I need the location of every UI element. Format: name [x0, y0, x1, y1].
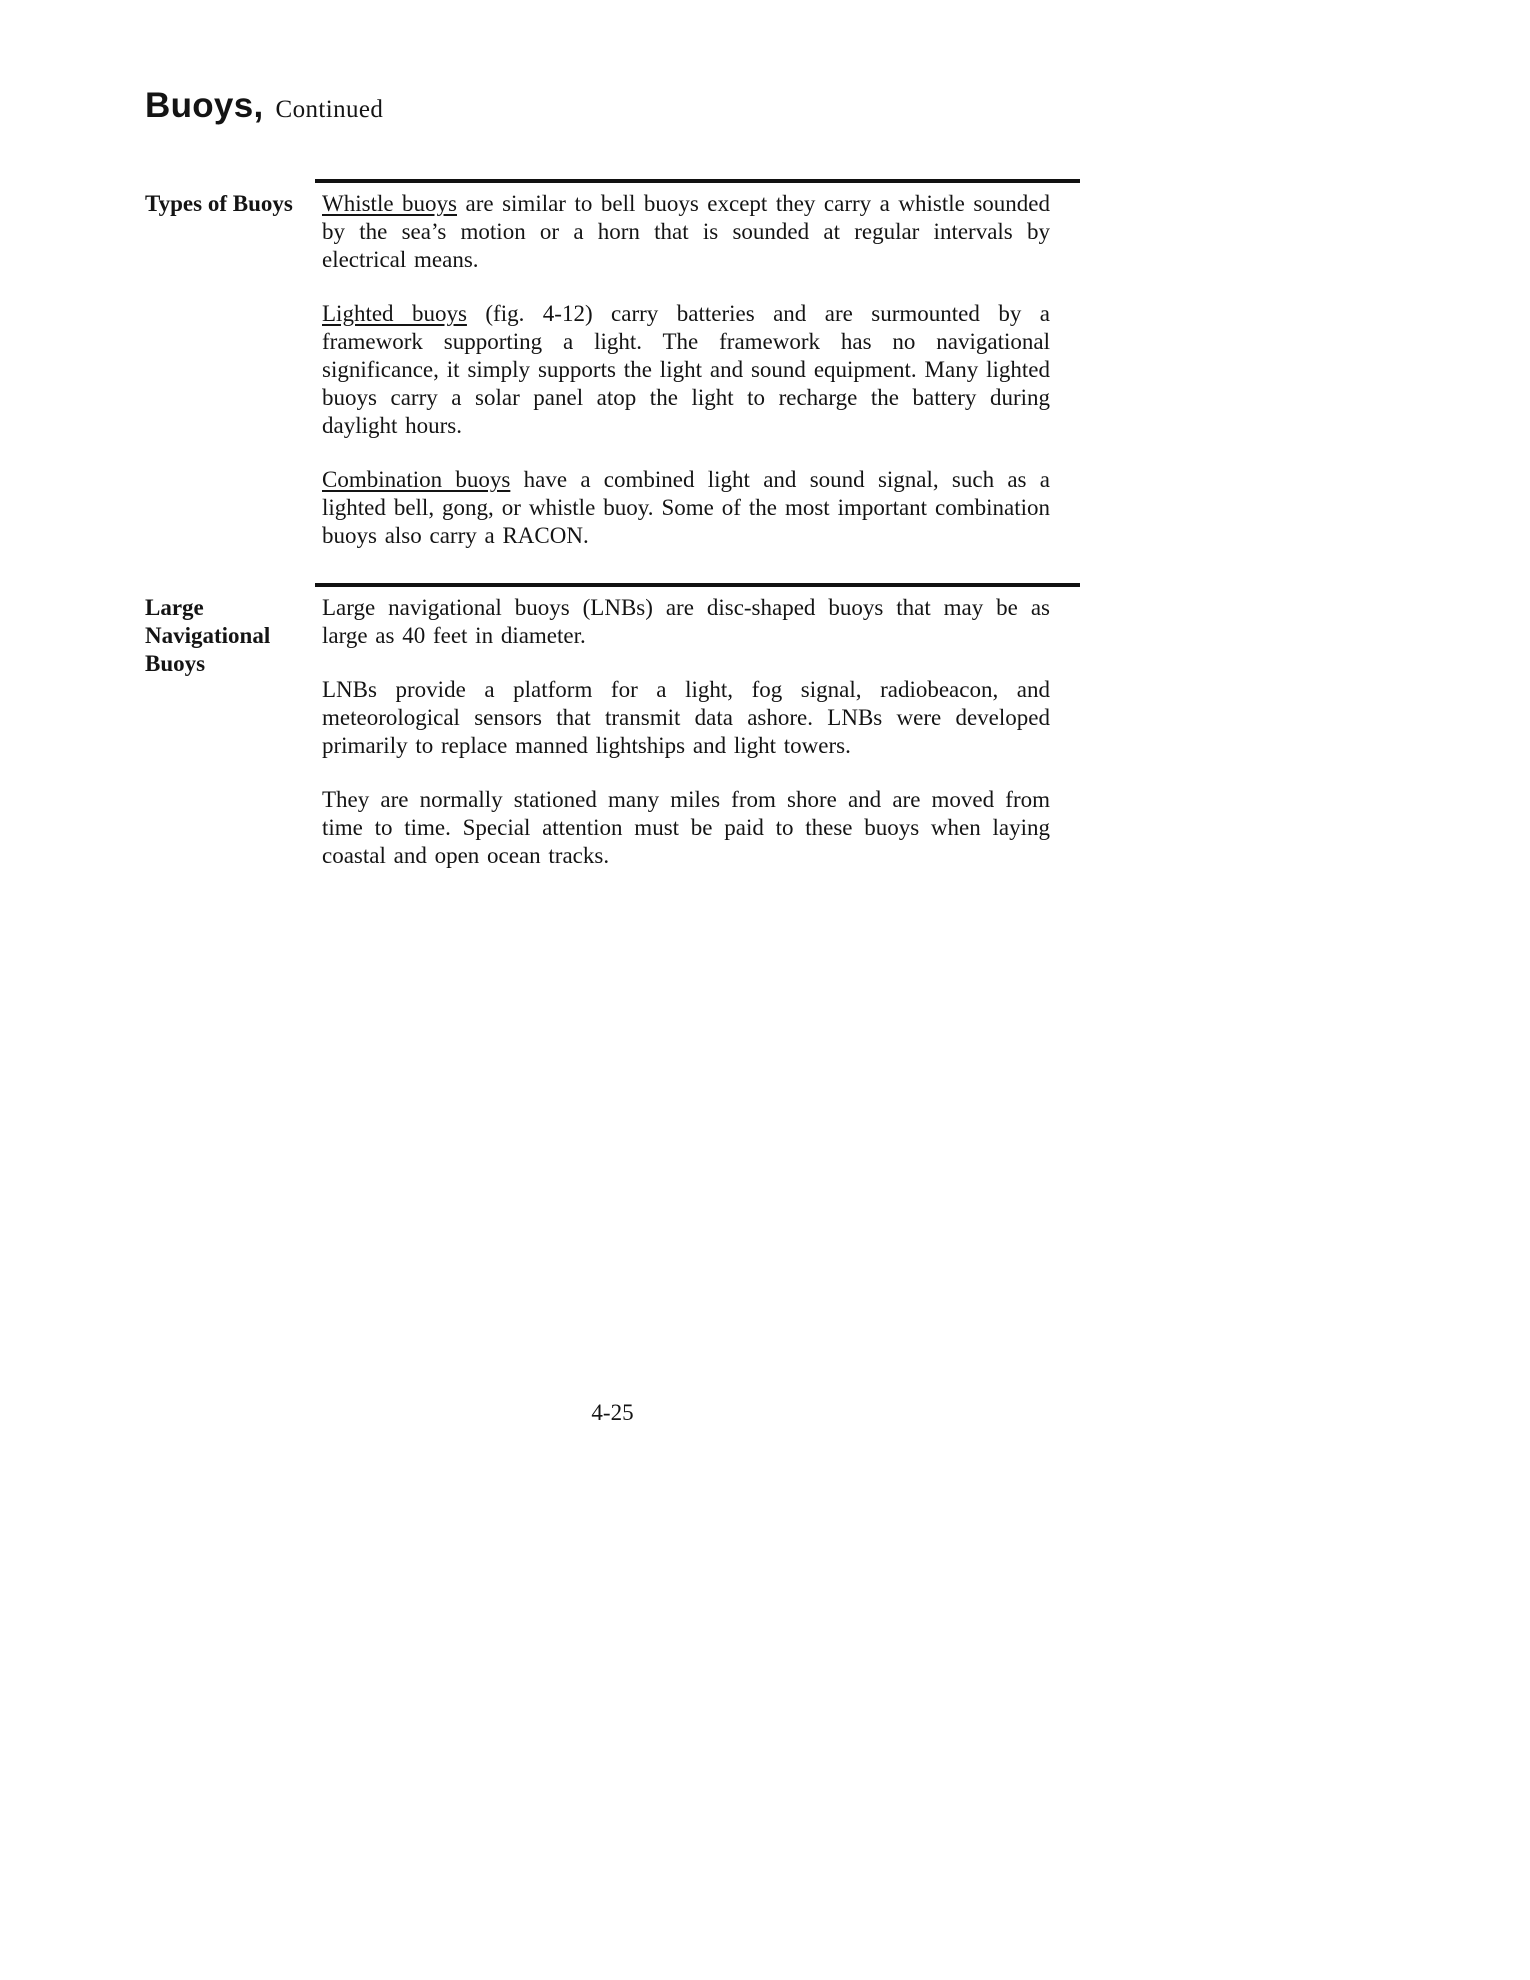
- underlined-term: Whistle buoys: [322, 191, 457, 216]
- paragraph-text: have a combined light and sound signal, such as a lighted bell, gong, or whistle buoy. Some of the most important combination buoys also carry a RACON.: [322, 467, 1050, 548]
- horizontal-rule: [315, 583, 1080, 587]
- section-types-of-buoys: [145, 179, 1080, 576]
- paragraph-text: are similar to bell buoys except they carry a whistle sounded by the sea’s motion or a horn that is sounded at regular intervals by electrical means.: [322, 191, 1050, 272]
- paragraph: [322, 190, 1050, 274]
- horizontal-rule: [315, 179, 1080, 183]
- section-large-navigational-buoys: [145, 583, 1080, 896]
- paragraph: [322, 594, 1050, 650]
- page-title: [145, 85, 1080, 131]
- section-body: [315, 583, 1080, 896]
- page-title-suffix: Continued: [275, 96, 384, 123]
- section-label: Large Navigational Buoys: [145, 595, 271, 676]
- paragraph: [322, 676, 1050, 760]
- paragraph-text: They are normally stationed many miles from shore and are moved from time to time. Special attention must be paid to these buoys when laying coastal and open ocean tracks.: [322, 787, 1050, 868]
- underlined-term: Combination buoys: [322, 467, 511, 492]
- paragraph: [322, 300, 1050, 440]
- page-title-main: Buoys,: [145, 86, 264, 125]
- paragraph: [322, 786, 1050, 870]
- paragraph: [322, 466, 1050, 550]
- section-label: Types of Buoys: [145, 191, 293, 216]
- paragraph-text: LNBs provide a platform for a light, fog signal, radiobeacon, and meteorological sensors that transmit data ashore. LNBs were developed primarily to replace manned lightships and light towers.: [322, 677, 1050, 758]
- paragraph-text: Large navigational buoys (LNBs) are disc-shaped buoys that may be as large as 40 feet in diameter.: [322, 595, 1050, 648]
- paragraph-text: (fig. 4-12) carry batteries and are surmounted by a framework supporting a light. The framework has no navigational significance, it simply supports the light and sound equipment. Many lighted buoys carry a solar panel atop the light to recharge the battery during daylight hours.: [322, 301, 1050, 438]
- underlined-term: Lighted buoys: [322, 301, 467, 326]
- page-content: [145, 85, 1080, 896]
- section-body: [315, 179, 1080, 576]
- page-number: 4-25: [591, 1400, 634, 1425]
